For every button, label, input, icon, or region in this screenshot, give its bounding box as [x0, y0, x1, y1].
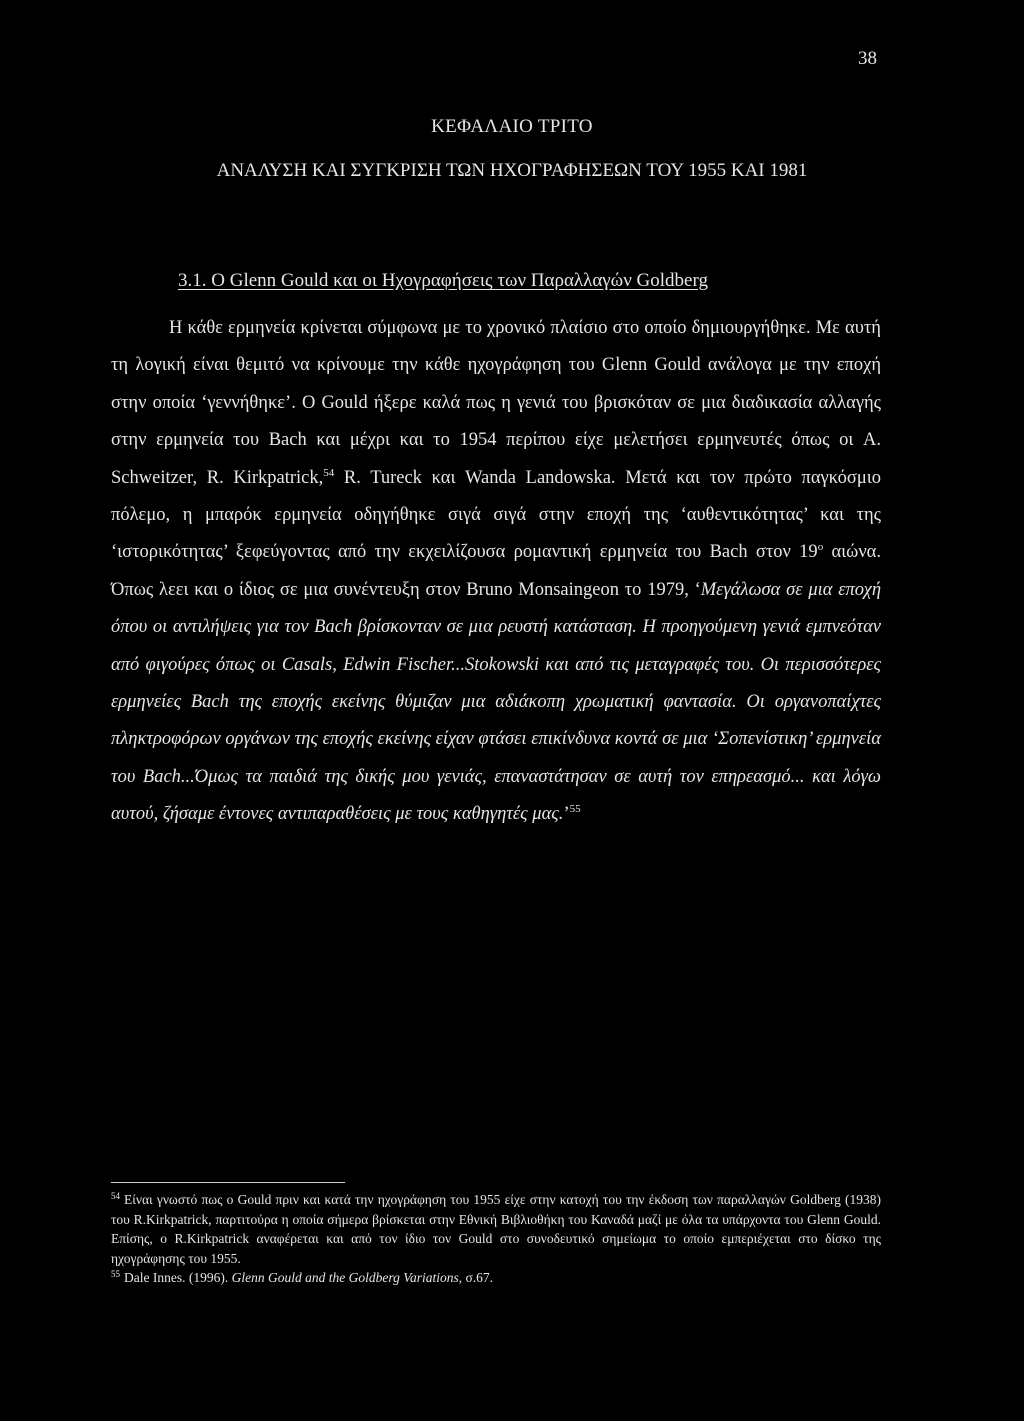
body-text-3: αιώνα. Όπως λεει και ο ίδιος σε μια συνέντευξη στον Bruno Monsaingeon το 1979, ‘	[111, 542, 882, 600]
footnote-54-mark: 54	[111, 1190, 120, 1201]
footnote-ref-55[interactable]: 55	[569, 803, 581, 816]
body-paragraph	[111, 310, 881, 834]
chapter-subtitle: ΑΝΑΛΥΣΗ ΚΑΙ ΣΥΓΚΡΙΣΗ ΤΩΝ ΗΧΟΓΡΑΦΗΣΕΩΝ ΤΟΥ 1955 ΚΑΙ 1981	[216, 160, 808, 181]
section-heading: 3.1. Ο Glenn Gould και οι Ηχογραφήσεις των Παραλλαγών Goldberg	[178, 270, 708, 291]
page-number: 38	[858, 48, 877, 69]
footnote-rule	[111, 1182, 345, 1183]
footnote-55-title: Glenn Gould and the Goldberg Variations	[231, 1270, 459, 1286]
body-text-2: R. Tureck και Wanda Landowska. Μετά και τον πρώτο παγκόσμιο πόλεμο, η μπαρόκ ερμηνεία οδηγήθηκε σιγά σιγά στην εποχή της ‘αυθεντικότητας’ και της ‘ιστορικότητας’ ξεφεύγοντας από την εκχειλίζουσα ρομαντική ερμηνεία του Bach στον 19	[111, 467, 881, 563]
footnote-55	[111, 1268, 881, 1288]
footnote-55-mark: 55	[111, 1268, 120, 1279]
interview-quote: Μεγάλωσα σε μια εποχή όπου οι αντιλήψεις για τον Bach βρίσκονταν σε μια ρευστή κατάσταση. Η προηγούμενη γενιά εμπνεόταν από φιγούρες όπως οι Casals, Edwin Fischer...Stokowski και από τις μεταγραφές του. Οι περισσότερες ερμηνείες Bach της εποχής εκείνης θύμιζαν μια αδιάκοπη χρωματική φαντασία. Οι οργανοπαίχτες πληκτροφόρων οργάνων της εποχής εκείνης είχαν φτάσει επικίνδυνα κοντά σε μια ‘Σοπενίστικη’ ερμηνεία του Bach...Όμως τα παιδιά της δικής μου γενιάς, επαναστάτησαν σε αυτή τον επηρεασμό... και λόγω αυτού, ζήσαμε έντονες αντιπαραθέσεις με τους καθηγητές μας.	[111, 579, 881, 825]
footnote-54	[111, 1190, 881, 1268]
footnote-54-text: Είναι γνωστό πως ο Gould πριν και κατά την ηχογράφηση του 1955 είχε στην κατοχή του την έκδοση των παραλλαγών Goldberg (1938) του R.Kirkpatrick, παρτιτούρα η οποία σήμερα βρίσκεται στην Εθνική Βιβλιοθήκη του Καναδά μαζί με όλα τα υπάρχοντα του Glenn Gould. Επίσης, ο R.Kirkpatrick αναφέρεται και από τον ίδιο τον Gould στο συνοδευτικό σημείωμα το οποίο εμπεριέχεται στο δίσκο της ηχογράφησης του 1955.	[111, 1192, 881, 1266]
footnote-55-author: Dale Innes. (1996).	[124, 1270, 232, 1286]
footnote-55-page: , σ.67.	[458, 1270, 493, 1286]
quote-close-mark: ’	[563, 804, 570, 825]
century-superscript: ο	[817, 541, 824, 554]
footnote-ref-54[interactable]: 54	[323, 466, 335, 479]
chapter-title: ΚΕΦΑΛΑΙΟ ΤΡΙΤΟ	[431, 116, 593, 137]
footnotes	[111, 1190, 881, 1288]
body-text-1: Η κάθε ερμηνεία κρίνεται σύμφωνα με το χρονικό πλαίσιο στο οποίο δημιουργήθηκε. Με αυτή τη λογική είναι θεμιτό να κρίνουμε την κάθε ηχογράφηση του Glenn Gould ανάλογα με την εποχή στην οποία ‘γεννήθηκε’. Ο Gould ήξερε καλά πως η γενιά του βρισκόταν σε μια διαδικασία αλλαγής στην ερμηνεία του Bach και μέχρι και το 1954 περίπου είχε μελετήσει ερμηνευτές όπως οι A. Schweitzer, R. Kirkpatrick,	[111, 318, 881, 488]
